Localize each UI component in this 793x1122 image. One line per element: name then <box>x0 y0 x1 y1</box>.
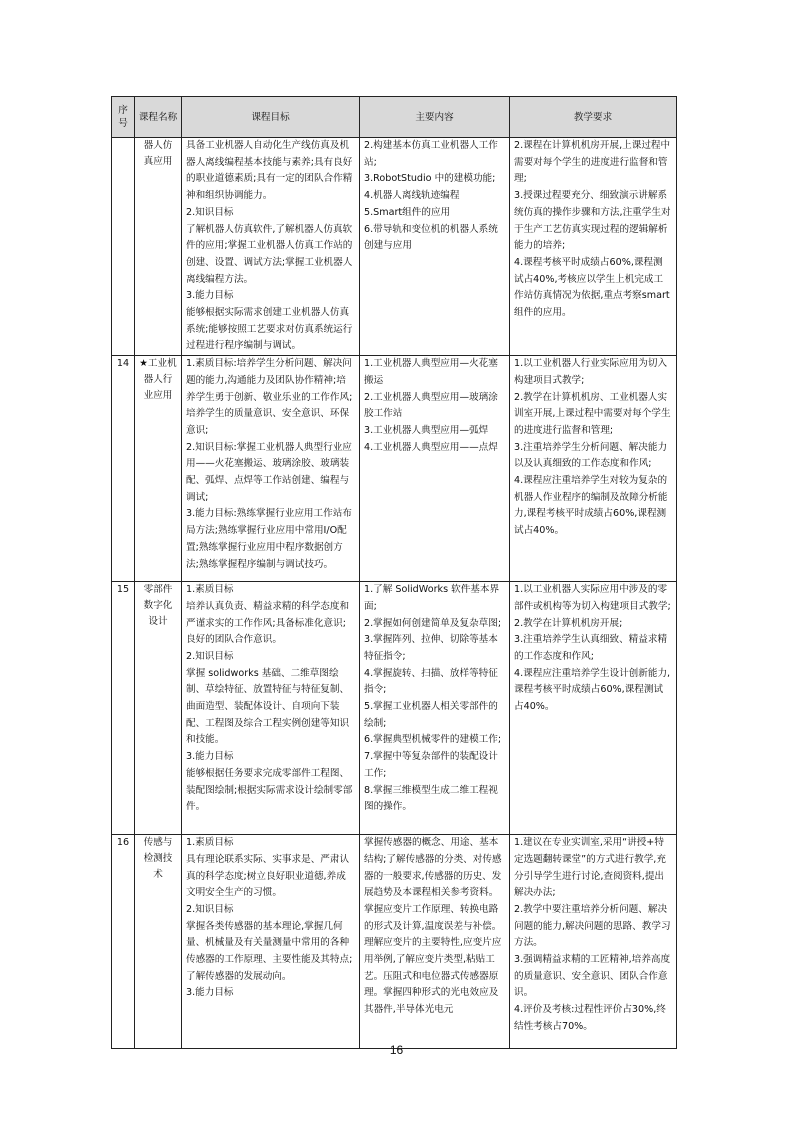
cell-text-line: 1.以工业机器人行业实际应用为切入构建项目式教学; <box>514 358 668 386</box>
cell-text-line: 3.能力目标 <box>186 290 234 302</box>
cell-text-line: 1.建议在专业实训室,采用“讲授+特定选题翻转课堂”的方式进行教学,充分引导学生进行讨论,查阅资料,提出解决办法; <box>514 837 666 899</box>
row-course-name: ★工业机器人行业应用 <box>135 356 182 582</box>
cell-text-line: 4.掌握旋转、扫描、放样等特征指令; <box>364 667 498 696</box>
cell-text-line: 能够根据任务要求完成零部件工程图、装配图绘制;根据实际需求设计绘制零部件。 <box>186 767 353 813</box>
row-content <box>360 138 510 356</box>
row-requirement <box>510 356 677 582</box>
row-requirement <box>510 582 677 835</box>
row-requirement <box>510 835 677 1049</box>
cell-text-line: 2.知识目标 <box>186 206 234 218</box>
page-number: 16 <box>389 1043 404 1057</box>
cell-text-line: 具有理论联系实际、实事求是、严肃认真的科学态度;树立良好职业道德,养成文明安全生产的习惯。 <box>186 853 350 899</box>
row-index <box>112 138 135 356</box>
row-course-name: 器人仿真应用 <box>135 138 182 356</box>
cell-text-line: 1.了解 SolidWorks 软件基本界面; <box>364 584 500 612</box>
cell-text-line: 2.教学在计算机机房开展; <box>514 617 623 629</box>
cell-text-line: 5.Smart组件的应用 <box>364 206 451 218</box>
cell-text-line: 掌握传感器的概念、用途、基本结构;了解传感器的分类、对传感器的一般要求,传感器的历史、发展趋势及本课程相关参考资料。掌握应变片工作原理、转换电路的形式及计算,温度误差与补偿。理解应变片的主要特性,应变片应用举例,了解应变片类型,粘贴工艺。压阻式和电位器式传感器原理。掌握四种形式的光电效应及其器件,半导体光电元 <box>364 837 502 1016</box>
row-course-name: 零部件数字化设计 <box>135 582 182 835</box>
cell-text-line: 了解机器人仿真软件,了解机器人仿真软件的应用;掌握工业机器人仿真工作站的创建、设置、调试方法;掌握工业机器人离线编程方法。 <box>186 223 353 285</box>
cell-text-line: 1.素质目标 <box>186 584 234 596</box>
table-row <box>112 582 677 835</box>
cell-text-line: 掌握 solidworks 基础、二维草图绘制、草绘特征、放置特征与特征复制、曲面造型、装配体设计、自项向下装配、工程图及综合工程实例创建等知识和技能。 <box>186 667 350 746</box>
cell-text-line: 1.工业机器人典型应用—火花塞搬运 <box>364 358 498 386</box>
row-objective <box>182 356 360 582</box>
cell-text-line: 6.掌握典型机械零件的建模工作; <box>364 734 502 746</box>
cell-text-line: 4.课程应注重培养学生设计创新能力,课程考核平时成绩占60%,课程测试占40%。 <box>514 667 671 713</box>
cell-text-line: 能够根据实际需求创建工业机器人仿真系统;能够按照工艺要求对仿真系统运行过程进行程序编制与调试。 <box>186 307 353 352</box>
row-objective <box>182 835 360 1049</box>
cell-text-line: 1.以工业机器人实际应用中涉及的零部件或机构等为切入构建项目式教学; <box>514 584 671 612</box>
course-table <box>111 96 677 1049</box>
cell-text-line: 具备工业机器人自动化生产线仿真及机器人离线编程基本技能与素养;具有良好的职业道德素质;具有一定的团队合作精神和组织协调能力。 <box>186 140 353 202</box>
row-content <box>360 835 510 1049</box>
table-header-row <box>112 97 677 138</box>
cell-text-line: 1.素质目标:培养学生分析问题、解决问题的能力,沟通能力及团队协作精神;培养学生勇于创新、敬业乐业的工作作风;培养学生的质量意识、安全意识、环保意识; <box>186 358 353 436</box>
cell-text-line: 1.素质目标 <box>186 837 234 849</box>
cell-text-line: 3.注重培养学生分析问题、解决能力以及认真细致的工作态度和作风; <box>514 441 668 470</box>
cell-text-line: 7.掌握中等复杂部件的装配设计工作; <box>364 751 498 779</box>
cell-text-line: 掌握各类传感器的基本理论,掌握几何量、机械量及有关量测量中常用的各种传感器的工作原理、主要性能及其特点;了解传感器的发展动向。 <box>186 920 353 982</box>
row-index: 16 <box>112 835 135 1049</box>
row-index: 15 <box>112 582 135 835</box>
cell-text-line: 2.教学在计算机机房、工业机器人实训室开展,上课过程中需要对每个学生的进度进行监督和管理; <box>514 391 671 436</box>
cell-text-line: 5.掌握工业机器人相关零部件的绘制; <box>364 701 498 729</box>
cell-text-line: 3.强调精益求精的工匠精神,培养高度的质量意识、安全意识、团队合作意识。 <box>514 954 671 999</box>
row-index: 14 <box>112 356 135 582</box>
cell-text-line: 2.工业机器人典型应用—玻璃涂胶工作站 <box>364 391 498 420</box>
cell-text-line: 2.知识目标:掌握工业机器人典型行业应用——火花塞搬运、玻璃涂胶、玻璃装配、弧焊、点焊等工作站创建、编程与调试; <box>186 441 352 503</box>
row-course-name: 传感与检测技术 <box>135 835 182 1049</box>
row-objective <box>182 138 360 356</box>
cell-text-line: 3.掌握阵列、拉伸、切除等基本特征指令; <box>364 634 498 662</box>
cell-text-line: 2.知识目标 <box>186 903 234 915</box>
cell-text-line: 4.评价及考核:过程性评价占30%,终结性考核占70%。 <box>514 1004 666 1032</box>
cell-text-line: 2.课程在计算机机房开展,上课过程中需要对每个学生的进度进行监督和管理; <box>514 140 671 185</box>
header-objective: 课程目标 <box>182 97 360 138</box>
table-row <box>112 356 677 582</box>
cell-text-line: 3.RobotStudio 中的建模功能; <box>364 173 496 185</box>
cell-text-line: 3.能力目标 <box>186 987 234 999</box>
cell-text-line: 培养认真负责、精益求精的科学态度和严谨求实的工作作风;具备标准化意识;良好的团队合作意识。 <box>186 600 350 646</box>
cell-text-line: 2.教学中要注重培养分析问题、解决问题的能力,解决问题的思路、教学习方法。 <box>514 903 671 949</box>
row-content <box>360 356 510 582</box>
table-row <box>112 138 677 356</box>
cell-text-line: 3.能力目标 <box>186 751 234 763</box>
cell-text-line: 6.带导轨和变位机的机器人系统创建与应用 <box>364 223 498 252</box>
row-objective <box>182 582 360 835</box>
table-row <box>112 835 677 1049</box>
header-content: 主要内容 <box>360 97 510 138</box>
cell-text-line: 2.掌握如何创建简单及复杂草图; <box>364 617 502 629</box>
header-index: 序号 <box>112 97 135 138</box>
cell-text-line: 4.机器人离线轨迹编程 <box>364 190 460 202</box>
cell-text-line: 8.掌握三维模型生成二维工程视图的操作。 <box>364 784 498 813</box>
cell-text-line: 3.授课过程要充分、细致演示讲解系统仿真的操作步骤和方法,注重学生对于生产工艺仿真实现过程的逻辑解析能力的培养; <box>514 190 671 252</box>
cell-text-line: 2.知识目标 <box>186 650 234 662</box>
cell-text-line: 3.工业机器人典型应用—弧焊 <box>364 424 489 436</box>
cell-text-line: 4.课程应注重培养学生对较为复杂的机器人作业程序的编制及故障分析能力,课程考核平时成绩占60%,课程测试占40%。 <box>514 475 668 537</box>
header-course-name: 课程名称 <box>135 97 182 138</box>
cell-text-line: 3.注重培养学生认真细致、精益求精的工作态度和作风; <box>514 634 668 662</box>
cell-text-line: 4.课程考核平时成绩占60%,课程测试占40%,考核应以学生上机完成工作站仿真情况为依据,重点考察smart组件的应用。 <box>514 256 670 319</box>
row-content <box>360 582 510 835</box>
row-requirement <box>510 138 677 356</box>
cell-text-line: 2.构建基本仿真工业机器人工作站; <box>364 140 498 168</box>
cell-text-line: 4.工业机器人典型应用——点焊 <box>364 441 498 453</box>
cell-text-line: 3.能力目标:熟练掌握行业应用工作站布局方法;熟练掌握行业应用中常用I/O配置;熟练掌握行业应用中程序数据创方法;熟练掌握程序编制与调试技巧。 <box>186 508 352 570</box>
header-requirement: 教学要求 <box>510 97 677 138</box>
